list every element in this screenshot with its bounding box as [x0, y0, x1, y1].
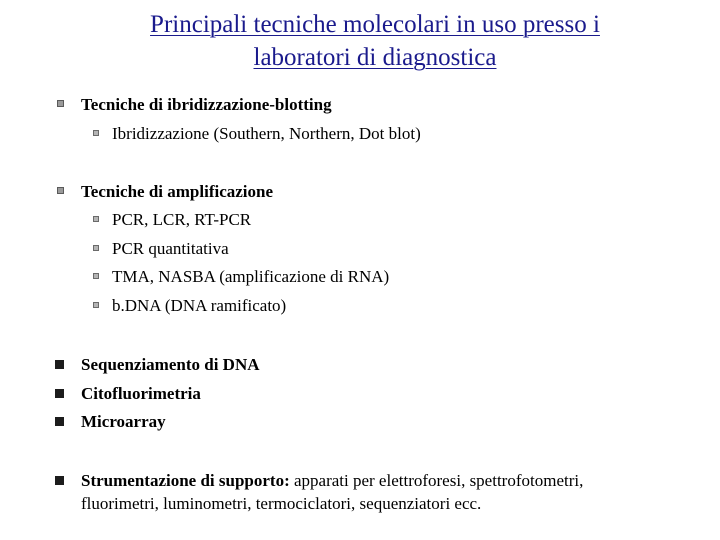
cytofluorimetry-item: Citofluorimetria	[81, 384, 201, 403]
square-bullet-icon	[55, 360, 64, 369]
amplification-sub-item: b.DNA (DNA ramificato)	[112, 296, 287, 315]
sub-bullet-icon	[93, 130, 99, 136]
slide-title-line-1: Principali tecniche molecolari in uso presso i	[150, 11, 600, 38]
amplification-heading: Tecniche di amplificazione	[81, 182, 274, 201]
hybridization-sub-item: Ibridizzazione (Southern, Northern, Dot blot)	[112, 124, 421, 143]
square-bullet-icon	[57, 187, 64, 194]
microarray-item: Microarray	[81, 412, 166, 431]
sub-bullet-icon	[93, 273, 99, 279]
slide-title-line-2: laboratori di diagnostica	[253, 44, 497, 71]
sub-bullet-icon	[93, 216, 99, 222]
equipment-text: apparati per elettroforesi, spettrofotometri,	[289, 471, 584, 490]
square-bullet-icon	[57, 100, 64, 107]
square-bullet-icon	[55, 417, 64, 426]
sub-bullet-icon	[93, 245, 99, 251]
equipment-line-2: fluorimetri, luminometri, termociclatori, sequenziatori ecc.	[81, 494, 482, 513]
square-bullet-icon	[55, 476, 64, 485]
amplification-sub-item: PCR quantitativa	[112, 239, 229, 258]
equipment-label: Strumentazione di supporto:	[81, 471, 290, 490]
slide-title	[100, 8, 650, 74]
sub-bullet-icon	[93, 302, 99, 308]
equipment-line-1	[81, 470, 583, 492]
amplification-sub-item: TMA, NASBA (amplificazione di RNA)	[112, 267, 390, 286]
amplification-sub-item: PCR, LCR, RT-PCR	[112, 210, 252, 229]
sequencing-item: Sequenziamento di DNA	[81, 355, 260, 374]
hybridization-heading: Tecniche di ibridizzazione-blotting	[81, 95, 332, 114]
square-bullet-icon	[55, 389, 64, 398]
